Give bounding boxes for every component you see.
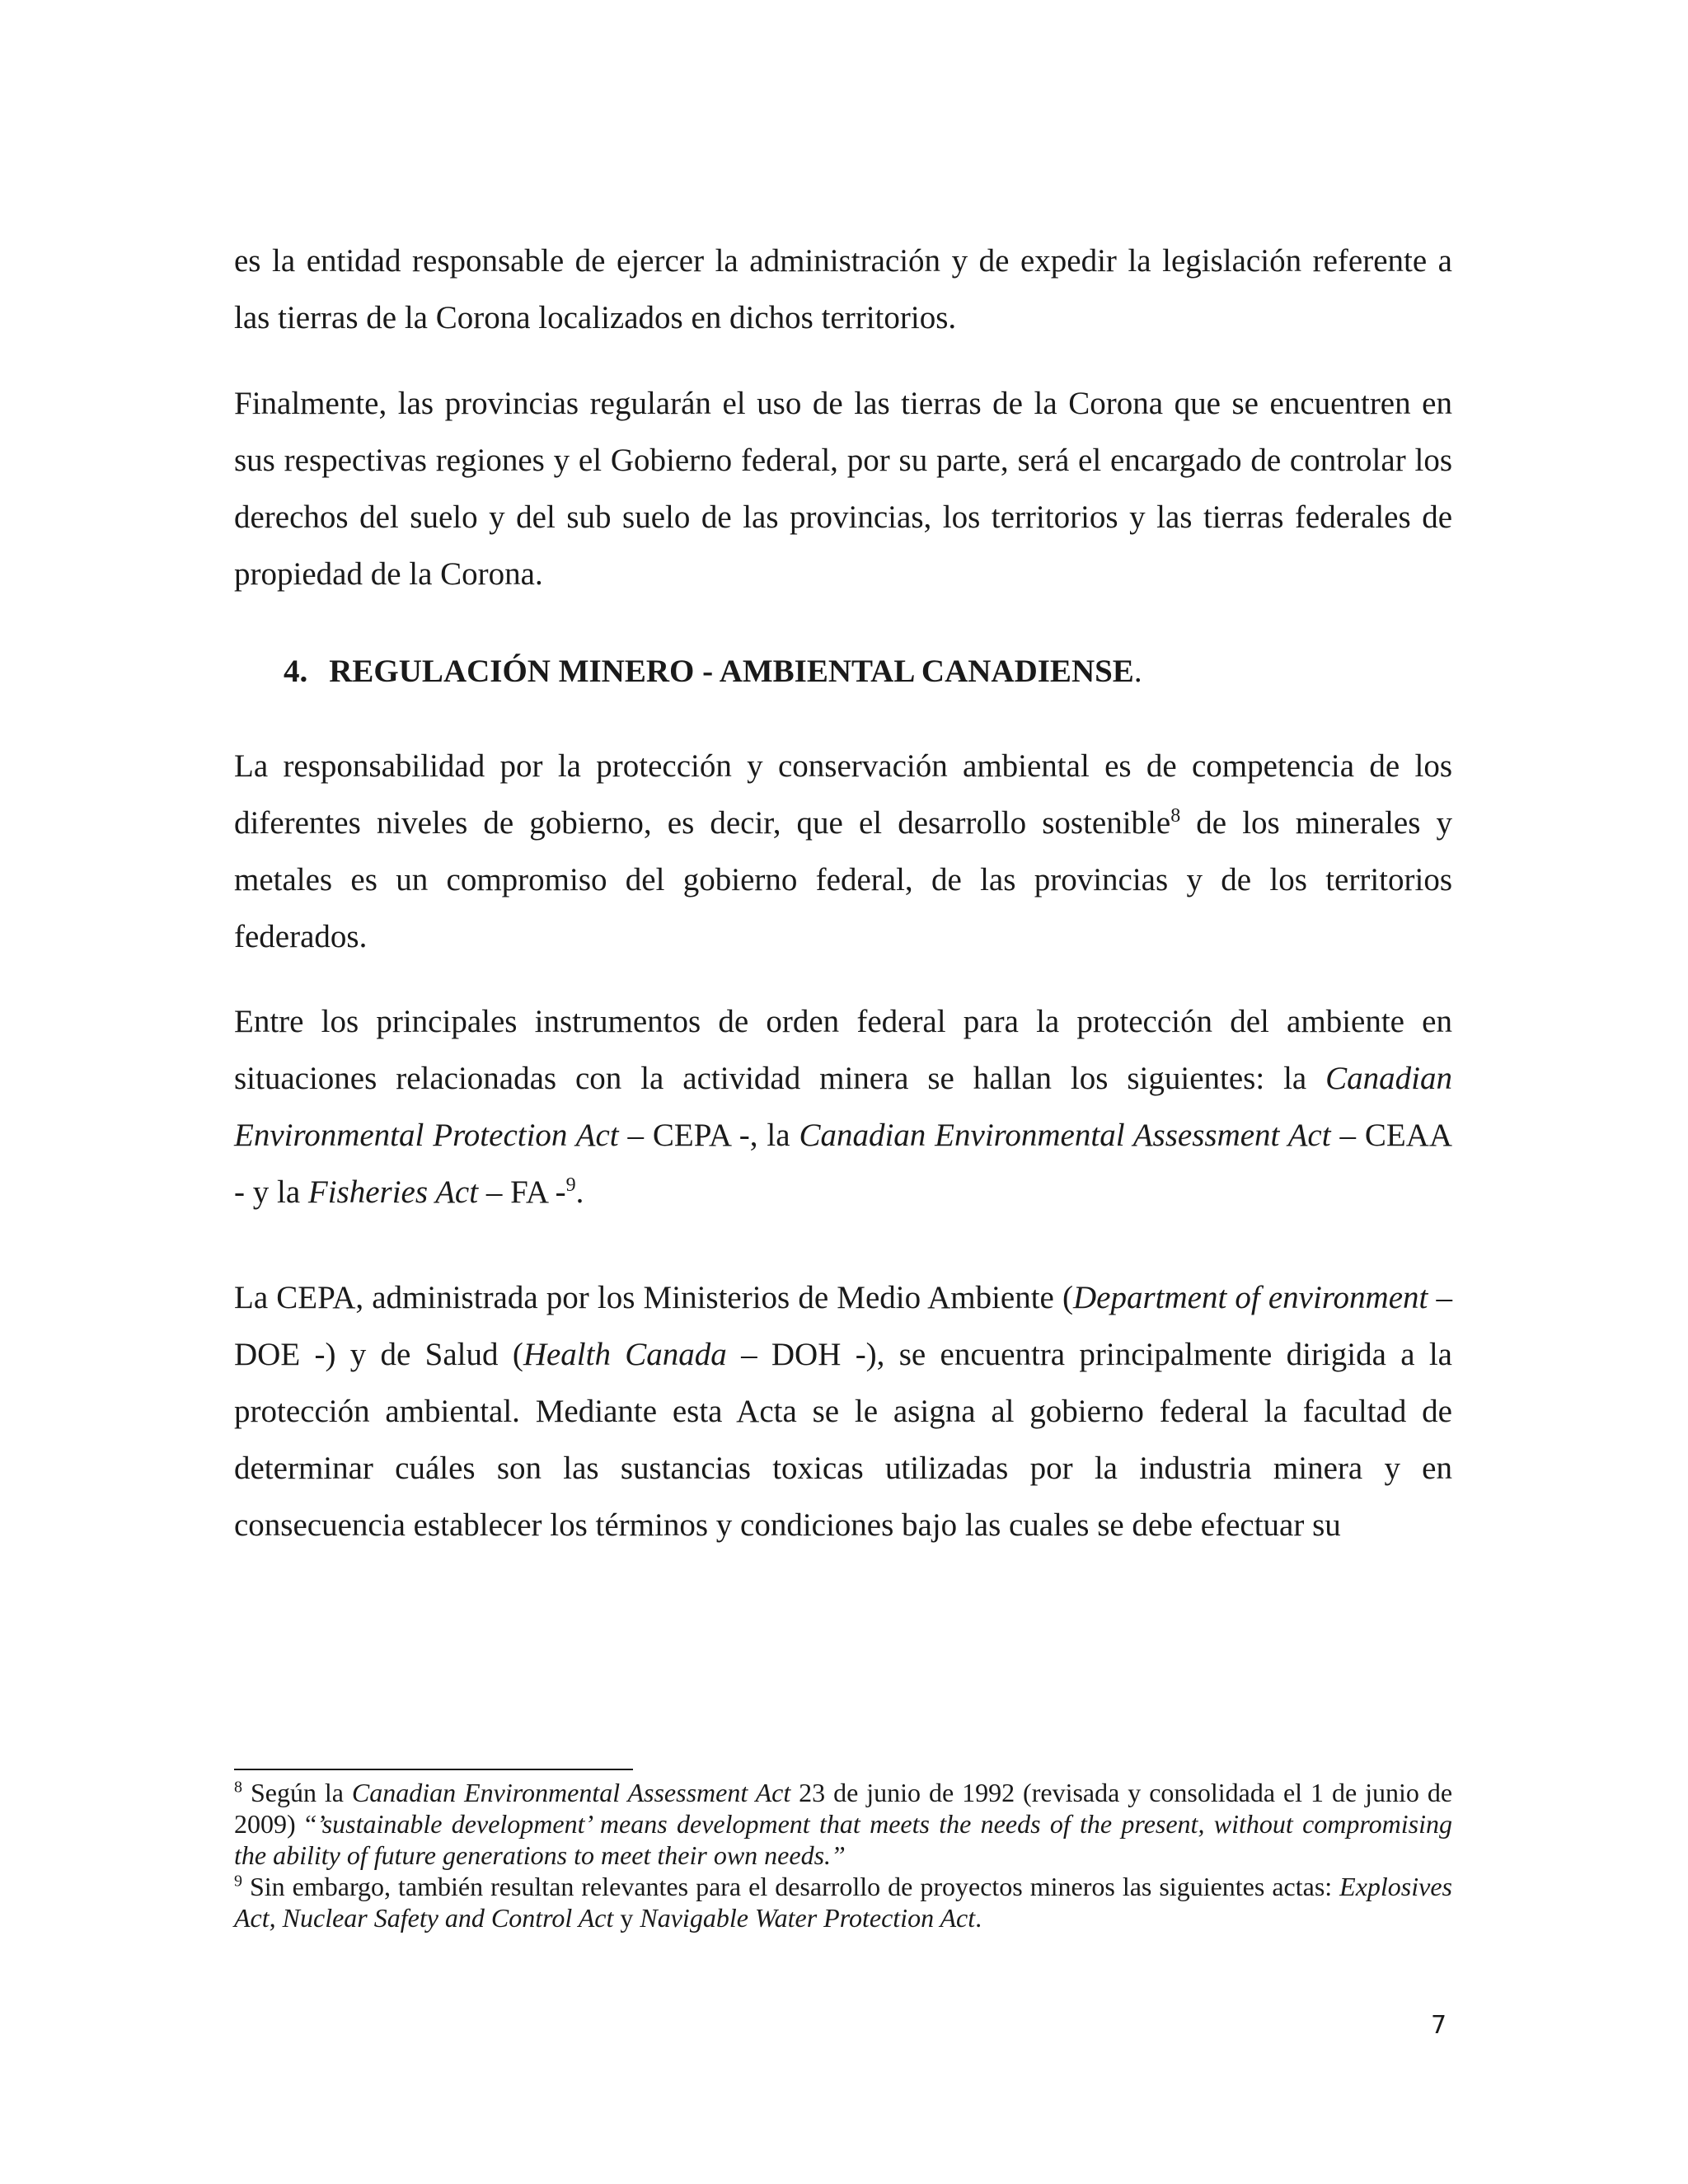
- footnote-8-text-b: 23 de junio de 1992 (revisada y consolidada el 1 de junio de 2009) “: [234, 1778, 1453, 1839]
- footnote-9-mark: 9: [234, 1872, 242, 1891]
- section-heading: [284, 643, 1142, 700]
- paragraph-3-text-b: de los minerales y metales es un compromiso del gobierno federal, de las provincias y de los territorios federados.: [234, 805, 1452, 954]
- paragraph-2: [234, 375, 1452, 602]
- footnote-9-text-c: .: [975, 1903, 982, 1933]
- footnote-separator: [234, 1769, 633, 1770]
- doh-name: Health Canada: [523, 1337, 727, 1372]
- footnote-ref-9[interactable]: 9: [565, 1174, 576, 1196]
- paragraph-4-text-b: – CEPA -, la: [618, 1118, 799, 1153]
- ceaa-act-name: Canadian Environmental Assessment Act: [799, 1118, 1331, 1153]
- page-number: 7: [1431, 2011, 1447, 2040]
- paragraph-1: [234, 232, 1452, 346]
- footnote-8-act-name: Canadian Environmental Assessment Act: [351, 1778, 791, 1807]
- footnote-ref-8[interactable]: 8: [1170, 805, 1181, 827]
- footnote-8-quote: ’sustainable development’ means development that meets the needs of the present, without compromising the ability of future generations to meet their own needs.”: [234, 1809, 1453, 1870]
- paragraph-5-text-c: – DOH -), se encuentra principalmente dirigida a la protección ambiental. Mediante esta Acta se le asigna al gobierno federal la facultad de determinar cuáles son las sustancias toxicas utilizadas por la industria minera y en consecuencia establecer los términos y condiciones bajo las cuales se debe efectuar su: [234, 1337, 1452, 1543]
- section-title: REGULACIÓN MINERO - AMBIENTAL CANADIENSE: [329, 654, 1134, 689]
- footnote-8-mark: 8: [234, 1778, 242, 1797]
- paragraph-2-text: Finalmente, las provincias regularán el uso de las tierras de la Corona que se encuentren en sus respectivas regiones y el Gobierno federal, por su parte, será el encargado de controlar los derechos del suelo y del sub suelo de las provincias, los territorios y las tierras federales de propiedad de la Corona.: [234, 386, 1452, 592]
- paragraph-3-text-a: La responsabilidad por la protección y conservación ambiental es de competencia de los diferentes niveles de gobierno, es decir, que el desarrollo sostenible: [234, 748, 1452, 841]
- paragraph-5-text-a: La CEPA, administrada por los Ministerios de Medio Ambiente (: [234, 1280, 1073, 1315]
- fisheries-act-name: Fisheries Act: [307, 1174, 479, 1210]
- paragraph-1-text: es la entidad responsable de ejercer la administración y de expedir la legislación referente a las tierras de la Corona localizados en dichos territorios.: [234, 243, 1452, 335]
- paragraph-4-text-a: Entre los principales instrumentos de orden federal para la protección del ambiente en situaciones relacionadas con la actividad minera se hallan los siguientes: la: [234, 1004, 1452, 1096]
- cepa-act-name: Canadian Environmental Protection Act: [234, 1061, 1452, 1153]
- paragraph-4-text-c: – CEAA - y la: [234, 1118, 1453, 1210]
- paragraph-4-text-d: – FA -: [478, 1174, 566, 1210]
- doe-name: Department of environment: [1072, 1280, 1428, 1315]
- footnote-9-text-a: Sin embargo, también resultan relevantes para el desarrollo de proyectos mineros las siguientes actas:: [242, 1872, 1340, 1901]
- paragraph-5-text-b: – DOE -) y de Salud (: [234, 1280, 1452, 1372]
- footnote-9-text-b: y: [613, 1903, 640, 1933]
- footnote-9: [234, 1871, 1452, 1933]
- section-title-period: .: [1133, 654, 1142, 689]
- paragraph-5: [234, 1269, 1452, 1554]
- section-number: 4.: [284, 654, 308, 689]
- paragraph-3: [234, 738, 1452, 965]
- footnote-8: [234, 1777, 1452, 1871]
- footnote-9-acts: Explosives Act, Nuclear Safety and Control Act: [234, 1872, 1452, 1933]
- footnote-8-text-a: Según la: [242, 1778, 352, 1807]
- footnote-9-act-name: Navigable Water Protection Act: [640, 1903, 976, 1933]
- paragraph-4: [234, 993, 1452, 1221]
- paragraph-4-text-e: .: [575, 1174, 584, 1210]
